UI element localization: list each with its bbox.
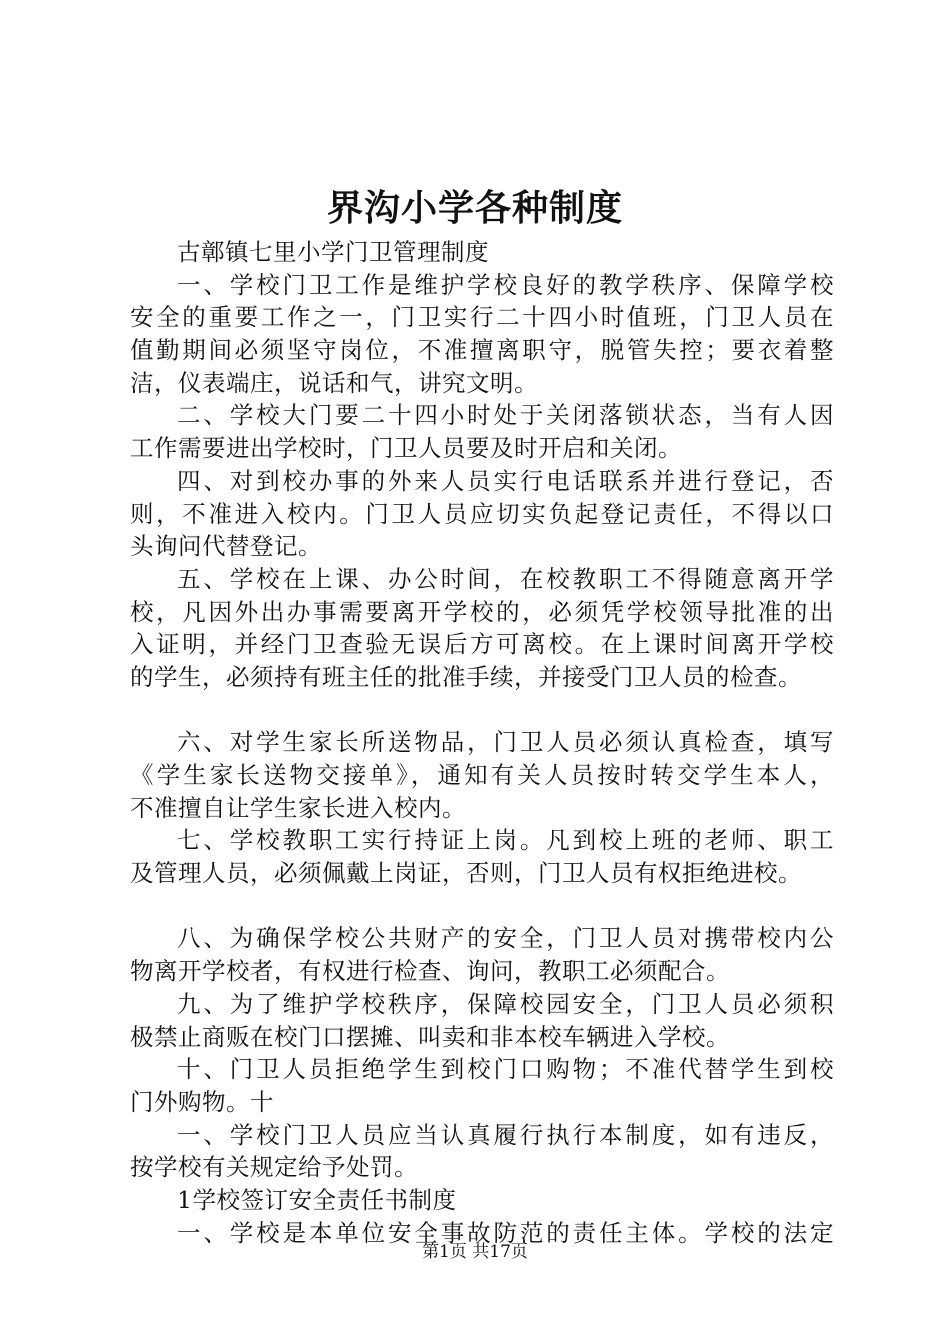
paragraph-line: 不准擅自让学生家长进入校内。 — [130, 793, 466, 822]
paragraph-line: 二、学校大门要二十四小时处于关闭落锁状态，当有人因 — [177, 401, 834, 430]
paragraph-line: 校，凡因外出办事需要离开学校的，必须凭学校领导批准的出 — [130, 597, 834, 626]
paragraph-line: 一、学校门卫人员应当认真履行执行本制度，如有违反， — [177, 1120, 834, 1149]
paragraph-line: 按学校有关规定给予处罚。 — [130, 1153, 418, 1182]
paragraph-line: 极禁止商贩在校门口摆摊、叫卖和非本校车辆进入学校。 — [130, 1022, 730, 1051]
document-body — [130, 236, 834, 1249]
paragraph-line: 则，不准进入校内。门卫人员应切实负起登记责任，不得以口 — [130, 499, 834, 528]
paragraph-line: 一、学校门卫工作是维护学校良好的教学秩序、保障学校 — [177, 270, 834, 299]
paragraph-line: 四、对到校办事的外来人员实行电话联系并进行登记，否 — [177, 466, 834, 495]
paragraph-line: 《学生家长送物交接单》，通知有关人员按时转交学生本人， — [130, 761, 834, 789]
paragraph-line: 头询问代替登记。 — [130, 532, 322, 561]
paragraph-line: 九、为了维护学校秩序，保障校园安全，门卫人员必须积 — [177, 989, 834, 1018]
paragraph-line: 安全的重要工作之一，门卫实行二十四小时值班，门卫人员在 — [130, 303, 834, 332]
paragraph-line: 六、对学生家长所送物品，门卫人员必须认真检查，填写 — [177, 728, 834, 757]
paragraph-line: 入证明，并经门卫查验无误后方可离校。在上课时间离开学校 — [130, 630, 834, 659]
paragraph-line: 值勤期间必须坚守岗位，不准擅离职守，脱管失控；要衣着整 — [130, 336, 834, 365]
paragraph-line: 洁，仪表端庄，说话和气，讲究文明。 — [130, 368, 538, 397]
section-heading: 1学校签订安全责任书制度 — [177, 1185, 457, 1214]
paragraph-line: 物离开学校者，有权进行检查、询问，教职工必须配合。 — [130, 957, 730, 986]
page-footer: 第1页 共17页 — [422, 1242, 528, 1262]
paragraph-line: 的学生，必须持有班主任的批准手续，并接受门卫人员的检查。 — [130, 662, 802, 691]
paragraph-line: 八、为确保学校公共财产的安全，门卫人员对携带校内公 — [177, 924, 834, 953]
paragraph-line: 十、门卫人员拒绝学生到校门口购物；不准代替学生到校 — [177, 1055, 834, 1084]
paragraph-line: 一、学校是本单位安全事故防范的责任主体。学校的法定 — [177, 1218, 834, 1247]
paragraph-line: 及管理人员，必须佩戴上岗证，否则，门卫人员有权拒绝进校。 — [130, 859, 802, 888]
paragraph-gap — [130, 890, 834, 923]
paragraph-line: 七、学校教职工实行持证上岗。凡到校上班的老师、职工 — [177, 826, 834, 855]
paragraph-line: 工作需要进出学校时，门卫人员要及时开启和关闭。 — [130, 434, 682, 463]
paragraph-line: 门外购物。十 — [130, 1087, 274, 1116]
section-heading: 古鄣镇七里小学门卫管理制度 — [177, 238, 489, 266]
paragraph-gap — [130, 694, 834, 727]
paragraph-line: 五、学校在上课、办公时间，在校教职工不得随意离开学 — [177, 564, 834, 593]
document-title: 界沟小学各种制度 — [326, 187, 623, 229]
